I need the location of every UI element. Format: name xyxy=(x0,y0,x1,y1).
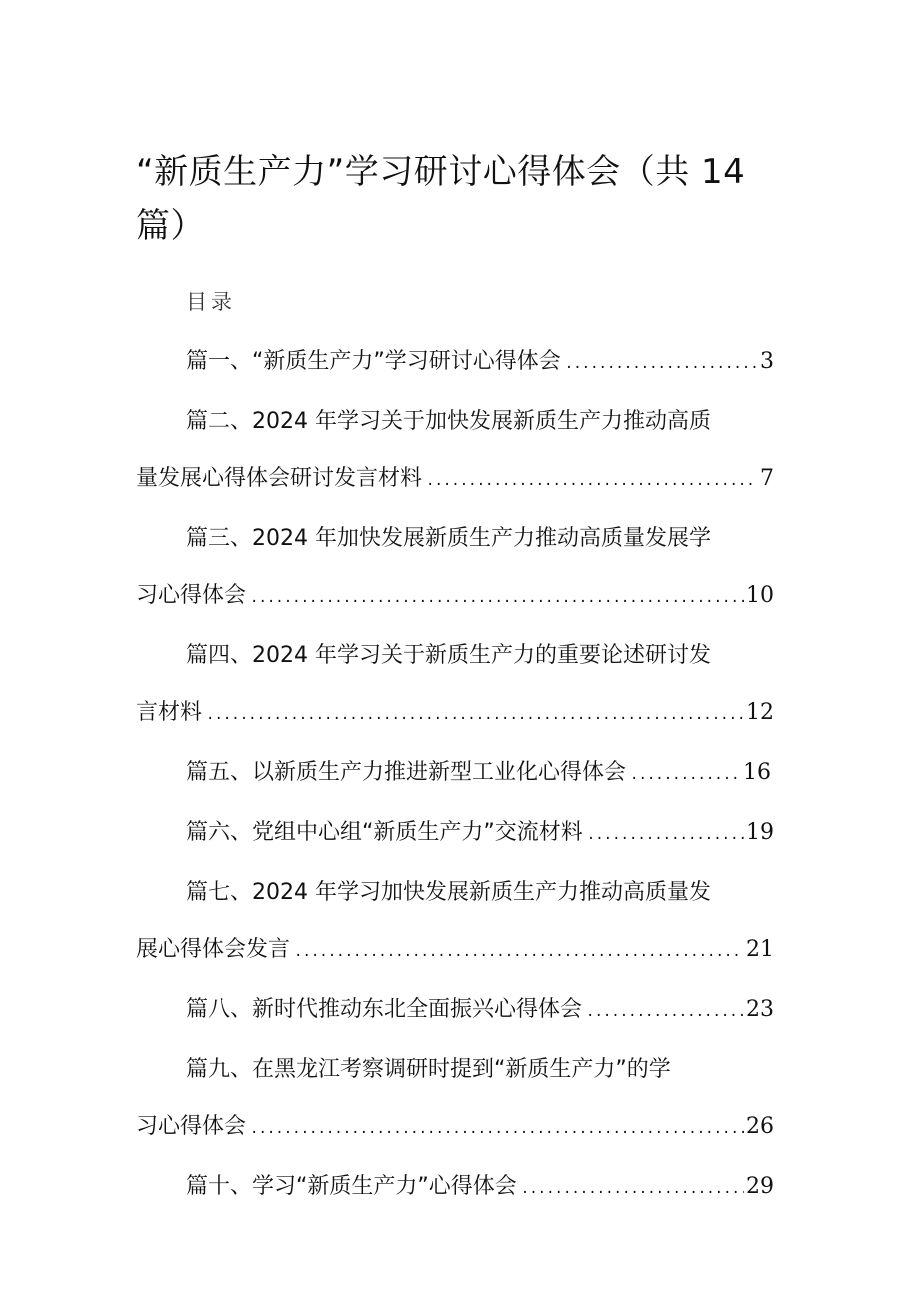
document-title: “新质生产力”学习研讨心得体会（共 14 篇） xyxy=(136,152,746,246)
toc-page-number: 16 xyxy=(743,760,771,785)
toc-entry[interactable] xyxy=(136,981,774,1041)
toc-entry-title-continued: 言材料 xyxy=(136,700,203,725)
toc-entry[interactable] xyxy=(136,627,774,744)
toc-page-number: 19 xyxy=(746,820,774,845)
table-of-contents xyxy=(136,333,774,1218)
dot-leader xyxy=(586,984,744,1041)
toc-page-number: 23 xyxy=(746,997,774,1022)
toc-page-number: 12 xyxy=(746,700,774,725)
dot-leader xyxy=(294,924,744,981)
toc-entry-title-continued: 量发展心得体会研讨发言材料 xyxy=(136,466,423,491)
toc-entry-title: 篇九、在黑龙江考察调研时提到“新质生产力”的学 xyxy=(186,1057,671,1082)
toc-entry-title-continued: 习心得体会 xyxy=(136,1114,247,1139)
dot-leader xyxy=(587,807,744,864)
toc-entry-title-continued: 习心得体会 xyxy=(136,583,247,608)
dot-leader xyxy=(630,747,741,804)
toc-entry-title: 篇十、学习“新质生产力”心得体会 xyxy=(186,1174,517,1199)
toc-page-number: 29 xyxy=(746,1174,774,1199)
toc-entry-title: 篇八、新时代推动东北全面振兴心得体会 xyxy=(186,997,583,1022)
dot-leader xyxy=(250,1101,744,1158)
toc-entry[interactable] xyxy=(136,1041,774,1158)
toc-entry-title: 篇四、2024 年学习关于新质生产力的重要论述研讨发 xyxy=(186,643,711,668)
toc-entry[interactable] xyxy=(136,804,774,864)
toc-page-number: 21 xyxy=(746,937,774,962)
toc-entry-title: 篇二、2024 年学习关于加快发展新质生产力推动高质 xyxy=(186,409,711,434)
toc-entry-title-continued: 展心得体会发言 xyxy=(136,937,291,962)
toc-page-number: 10 xyxy=(746,583,774,608)
toc-entry-title: 篇三、2024 年加快发展新质生产力推动高质量发展学 xyxy=(186,526,711,551)
toc-entry-title: 篇七、2024 年学习加快发展新质生产力推动高质量发 xyxy=(186,880,711,905)
dot-leader xyxy=(426,453,758,510)
dot-leader xyxy=(521,1161,744,1218)
toc-entry-title: 篇一、“新质生产力”学习研讨心得体会 xyxy=(186,349,561,374)
toc-entry[interactable] xyxy=(136,333,774,393)
toc-page-number: 26 xyxy=(746,1114,774,1139)
toc-entry-title: 篇五、以新质生产力推进新型工业化心得体会 xyxy=(186,760,627,785)
toc-page-number: 3 xyxy=(760,349,774,374)
toc-heading: 目录 xyxy=(186,290,236,314)
toc-entry[interactable] xyxy=(136,1158,774,1218)
dot-leader xyxy=(250,570,744,627)
toc-entry[interactable] xyxy=(136,864,774,981)
dot-leader xyxy=(206,687,744,744)
toc-entry-title: 篇六、党组中心组“新质生产力”交流材料 xyxy=(186,820,583,845)
toc-entry[interactable] xyxy=(136,510,774,627)
toc-page-number: 7 xyxy=(760,466,774,491)
toc-entry[interactable] xyxy=(136,393,774,510)
toc-entry[interactable] xyxy=(136,744,774,804)
dot-leader xyxy=(565,336,758,393)
